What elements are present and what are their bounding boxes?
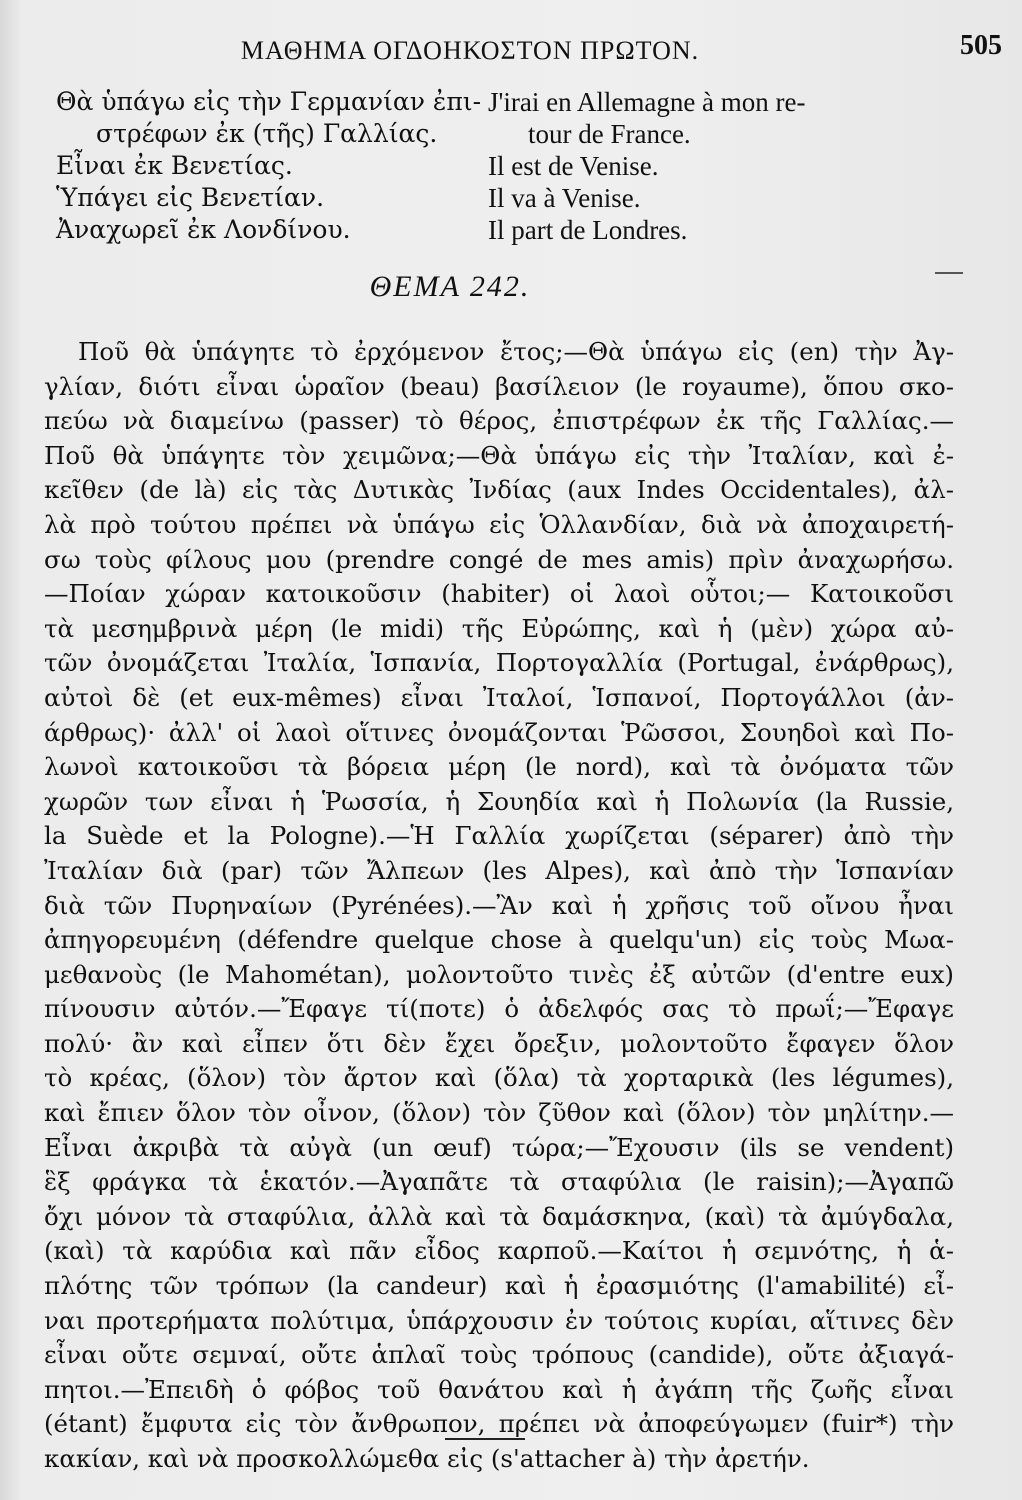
example-row xyxy=(48,214,948,246)
text-line: λωνοὶ κατοικοῦσι τὰ βόρεια μέρη (le nord), καὶ τὰ ὀνόματα τῶν xyxy=(44,752,954,782)
closing-rule xyxy=(445,1438,525,1440)
text-line: λὰ πρὸ τούτου πρέπει νὰ ὑπάγω εἰς Ὁλλανδίαν, διὰ νὰ ἀποχαιρετή- xyxy=(44,509,954,539)
text-line: χωρῶν των εἶναι ἡ Ῥωσσία, ἡ Σουηδία καὶ ἡ Πολωνία (la Russie, xyxy=(44,786,954,816)
text-line: πολύ· ἂν καὶ εἶπεν ὅτι δὲν ἔχει ὄρεξιν, μολοντοῦτο ἔφαγεν ὅλον xyxy=(44,1028,954,1058)
text-line: μεθανοὺς (le Mahométan), μολοντοῦτο τινὲς ἐξ αὐτῶν (d'entre eux) xyxy=(44,959,954,989)
text-line: Ποῦ θὰ ὑπάγητε τὸν χειμῶνα;—Θὰ ὑπάγω εἰς τὴν Ἰταλίαν, καὶ ἐ- xyxy=(44,440,954,470)
french-example xyxy=(488,86,948,150)
text-line: κεῖθεν (de là) εἰς τὰς Δυτικὰς Ἰνδίας (aux Indes Occidentales), ἀλ- xyxy=(44,475,954,505)
greek-example-line: Ἀναχωρεῖ ἐκ Λονδίνου. xyxy=(56,215,351,244)
greek-example xyxy=(48,86,488,150)
text-line: ναι προτερήματα πολύτιμα, ὑπάρχουσιν ἐν τούτοις κυρίαι, αἵτινες δὲν xyxy=(44,1305,954,1335)
text-line: αὐτοὶ δὲ (et eux-mêmes) εἶναι Ἰταλοί, Ἱσπανοί, Πορτογάλλοι (ἀν- xyxy=(44,682,954,712)
text-line: σω τοὺς φίλους μου (prendre congé de mes amis) πρὶν ἀναχωρήσω. xyxy=(44,544,954,574)
example-row xyxy=(48,86,948,150)
margin-mark xyxy=(935,272,963,274)
french-example xyxy=(488,182,948,214)
example-sentences xyxy=(48,86,948,246)
french-example xyxy=(488,214,948,246)
text-line: καὶ ἔπιεν ὅλον τὸν οἶνον, (ὅλον) τὸν ζῦθον καὶ (ὅλον) τὸν μηλίτην.— xyxy=(44,1098,954,1128)
text-line: τῶν ὀνομάζεται Ἰταλία, Ἱσπανία, Πορτογαλλία (Portugal, ἐνάρθρως), xyxy=(44,648,954,678)
text-line: πεύω νὰ διαμείνω (passer) τὸ θέρος, ἐπιστρέφων ἐκ τῆς Γαλλίας.— xyxy=(44,406,954,436)
text-line: Εἶναι ἀκριβὰ τὰ αὐγὰ (un œuf) τώρα;—Ἔχουσιν (ils se vendent) xyxy=(44,1132,954,1162)
text-line: τὰ μεσημβρινὰ μέρη (le midi) τῆς Εὐρώπης, καὶ ἡ (μὲν) χώρα αὐ- xyxy=(44,613,954,643)
text-line: κακίαν, καὶ νὰ προσκολλώμεθα εἰς (s'attacher à) τὴν ἀρετήν. xyxy=(44,1444,810,1473)
greek-example xyxy=(48,182,488,214)
text-line: Ποῦ θὰ ὑπάγητε τὸ ἐρχόμενον ἔτος;—Θὰ ὑπάγω εἰς (en) τὴν Ἀγ- xyxy=(78,337,954,366)
text-line: πίνουσιν αὐτόν.—Ἔφαγε τί(ποτε) ὁ ἀδελφός σας τὸ πρωΐ;—Ἔφαγε xyxy=(44,994,954,1024)
text-line: τὸ κρέας, (ὅλον) τὸν ἄρτον καὶ (ὅλα) τὰ χορταρικὰ (les légumes), xyxy=(44,1063,954,1093)
greek-example xyxy=(48,214,488,246)
text-line: (étant) ἔμφυτα εἰς τὸν ἄνθρωπον, πρέπει νὰ ἀποφεύγωμεν (fuir*) τὴν xyxy=(44,1409,954,1439)
page-number: 505 xyxy=(960,30,1002,61)
text-line: πητοι.—Ἐπειδὴ ὁ φόβος τοῦ θανάτου καὶ ἡ ἀγάπη τῆς ζωῆς εἶναι xyxy=(44,1374,954,1404)
text-line: εἶναι οὔτε σεμναί, οὔτε ἁπλαῖ τοὺς τρόπους (candide), οὔτε ἀξιαγά- xyxy=(44,1340,954,1370)
text-line: πλότης τῶν τρόπων (la candeur) καὶ ἡ ἐρασμιότης (l'amabilité) εἶ- xyxy=(44,1271,954,1301)
text-line: —Ποίαν χώραν κατοικοῦσιν (habiter) οἱ λαοὶ οὗτοι;— Κατοικοῦσι xyxy=(44,579,954,609)
french-example-line: tour de France. xyxy=(528,119,691,149)
text-line: γλίαν, διότι εἶναι ὡραῖον (beau) βασίλειον (le royaume), ὅπου σκο- xyxy=(44,371,954,401)
page-header-title: ΜΑΘΗΜΑ ΟΓΔΟΗΚΟΣΤΟΝ ΠΡΩΤΟΝ. xyxy=(240,36,700,65)
greek-example-line: Εἶναι ἐκ Βενετίας. xyxy=(56,151,293,180)
text-line: Ἰταλίαν διὰ (par) τῶν Ἄλπεων (les Alpes), καὶ ἀπὸ τὴν Ἱσπανίαν xyxy=(44,855,954,885)
text-line: la Suède et la Pologne).—Ἡ Γαλλία χωρίζεται (séparer) ἀπὸ τὴν xyxy=(44,821,954,851)
greek-example-line: Θὰ ὑπάγω εἰς τὴν Γερμανίαν ἐπι- xyxy=(56,87,482,116)
greek-example-line: στρέφων ἐκ (τῆς) Γαλλίας. xyxy=(96,119,438,148)
french-example-line: Il va à Venise. xyxy=(488,183,641,213)
running-head xyxy=(0,28,1022,68)
text-line: (καὶ) τὰ καρύδια καὶ πᾶν εἶδος καρποῦ.—Καίτοι ἡ σεμνότης, ἡ ἁ- xyxy=(44,1236,954,1266)
french-example-line: Il est de Venise. xyxy=(488,151,659,181)
text-line: ὄχι μόνον τὰ σταφύλια, ἀλλὰ καὶ τὰ δαμάσκηνα, (καὶ) τὰ ἀμύγδαλα, xyxy=(44,1201,954,1231)
text-line: ἀπηγορευμένη (défendre quelque chose à quelqu'un) εἰς τοὺς Μωα- xyxy=(44,925,954,955)
text-line: διὰ τῶν Πυρηναίων (Pyrénées).—Ἂν καὶ ἡ χρῆσις τοῦ οἴνου ἦναι xyxy=(44,890,954,920)
section-title: ΘΕΜΑ 242. xyxy=(369,270,531,303)
greek-example-line: Ὑπάγει εἰς Βενετίαν. xyxy=(56,183,325,212)
text-line: άρθρως)· ἀλλ' οἱ λαοὶ οἵτινες ὀνομάζονται Ῥῶσσοι, Σουηδοὶ καὶ Πο- xyxy=(44,717,954,747)
exercise-text xyxy=(44,335,954,1477)
french-example-line: J'irai en Allemagne à mon re- xyxy=(488,87,806,117)
greek-example xyxy=(48,150,488,182)
french-example-line: Il part de Londres. xyxy=(488,215,688,245)
example-row xyxy=(48,150,948,182)
text-line: ἓξ φράγκα τὰ ἑκατόν.—Ἀγαπᾶτε τὰ σταφύλια (le raisin);—Ἀγαπῶ xyxy=(44,1167,954,1197)
french-example xyxy=(488,150,948,182)
example-row xyxy=(48,182,948,214)
